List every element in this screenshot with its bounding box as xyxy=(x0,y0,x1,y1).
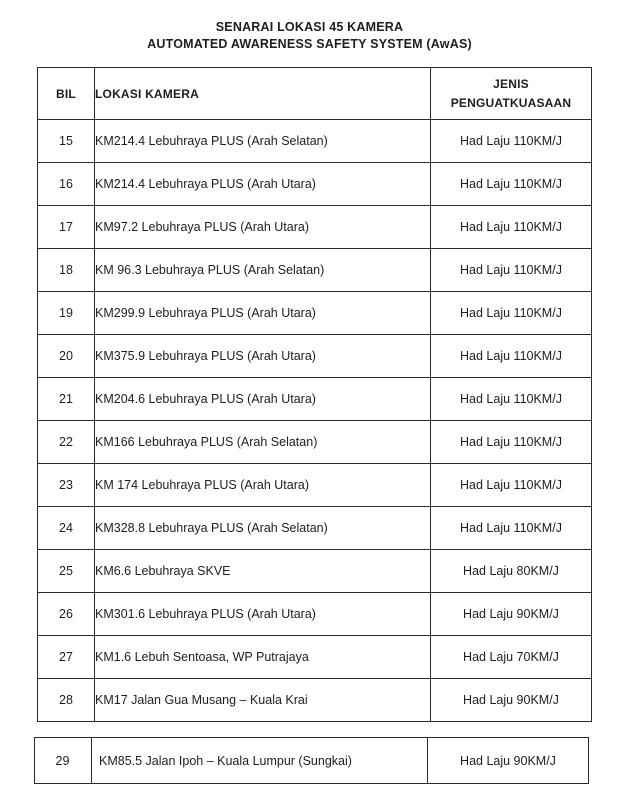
cell-enforcement: Had Laju 110KM/J xyxy=(431,120,592,163)
cell-bil: 17 xyxy=(38,206,95,249)
cell-location: KM97.2 Lebuhraya PLUS (Arah Utara) xyxy=(95,206,431,249)
cell-bil: 23 xyxy=(38,464,95,507)
cell-enforcement: Had Laju 110KM/J xyxy=(431,421,592,464)
cell-bil: 26 xyxy=(38,593,95,636)
header-type-line1: JENIS xyxy=(493,76,529,91)
table-row xyxy=(38,507,592,550)
table-row xyxy=(38,249,592,292)
cell-bil: 16 xyxy=(38,163,95,206)
cell-bil: 29 xyxy=(35,738,92,784)
cell-bil: 24 xyxy=(38,507,95,550)
cell-location: KM 174 Lebuhraya PLUS (Arah Utara) xyxy=(95,464,431,507)
camera-location-table-continuation xyxy=(34,737,589,784)
cell-location: KM1.6 Lebuh Sentoasa, WP Putrajaya xyxy=(95,636,431,679)
header-bil: BIL xyxy=(38,68,95,120)
header-location: LOKASI KAMERA xyxy=(95,68,431,120)
cell-location: KM301.6 Lebuhraya PLUS (Arah Utara) xyxy=(95,593,431,636)
table-row xyxy=(38,378,592,421)
cell-location: KM 96.3 Lebuhraya PLUS (Arah Selatan) xyxy=(95,249,431,292)
cell-enforcement: Had Laju 90KM/J xyxy=(428,738,589,784)
cell-location: KM85.5 Jalan Ipoh – Kuala Lumpur (Sungkai) xyxy=(92,738,428,784)
cell-location: KM375.9 Lebuhraya PLUS (Arah Utara) xyxy=(95,335,431,378)
table-row xyxy=(38,464,592,507)
header-enforcement-type xyxy=(431,68,592,120)
cell-bil: 21 xyxy=(38,378,95,421)
cell-enforcement: Had Laju 110KM/J xyxy=(431,163,592,206)
header-type-line2: PENGUATKUASAAN xyxy=(450,95,572,110)
table-row xyxy=(38,593,592,636)
table-row xyxy=(38,163,592,206)
cell-location: KM166 Lebuhraya PLUS (Arah Selatan) xyxy=(95,421,431,464)
cell-enforcement: Had Laju 70KM/J xyxy=(431,636,592,679)
cell-location: KM214.4 Lebuhraya PLUS (Arah Selatan) xyxy=(95,120,431,163)
cell-enforcement: Had Laju 110KM/J xyxy=(431,206,592,249)
cell-location: KM214.4 Lebuhraya PLUS (Arah Utara) xyxy=(95,163,431,206)
table-row xyxy=(38,120,592,163)
cell-enforcement: Had Laju 80KM/J xyxy=(431,550,592,593)
cell-location: KM6.6 Lebuhraya SKVE xyxy=(95,550,431,593)
document-title: SENARAI LOKASI 45 KAMERA xyxy=(215,20,404,34)
cell-bil: 15 xyxy=(38,120,95,163)
table-row xyxy=(38,335,592,378)
cell-enforcement: Had Laju 90KM/J xyxy=(431,679,592,722)
table-row xyxy=(38,292,592,335)
cell-enforcement: Had Laju 110KM/J xyxy=(431,249,592,292)
table-row xyxy=(38,421,592,464)
cell-location: KM328.8 Lebuhraya PLUS (Arah Selatan) xyxy=(95,507,431,550)
cell-bil: 25 xyxy=(38,550,95,593)
table-row xyxy=(35,738,589,784)
camera-location-table xyxy=(37,67,592,722)
table-row xyxy=(38,550,592,593)
table-row xyxy=(38,206,592,249)
table-row xyxy=(38,636,592,679)
cell-enforcement: Had Laju 110KM/J xyxy=(431,464,592,507)
cell-bil: 18 xyxy=(38,249,95,292)
cell-enforcement: Had Laju 110KM/J xyxy=(431,292,592,335)
cell-bil: 19 xyxy=(38,292,95,335)
cell-bil: 22 xyxy=(38,421,95,464)
cell-location: KM204.6 Lebuhraya PLUS (Arah Utara) xyxy=(95,378,431,421)
document-subtitle: AUTOMATED AWARENESS SAFETY SYSTEM (AwAS) xyxy=(147,37,472,51)
cell-enforcement: Had Laju 110KM/J xyxy=(431,378,592,421)
cell-bil: 20 xyxy=(38,335,95,378)
table-row xyxy=(38,679,592,722)
cell-enforcement: Had Laju 110KM/J xyxy=(431,335,592,378)
cell-bil: 27 xyxy=(38,636,95,679)
cell-bil: 28 xyxy=(38,679,95,722)
cell-enforcement: Had Laju 110KM/J xyxy=(431,507,592,550)
table-header-row xyxy=(38,68,592,120)
cell-location: KM299.9 Lebuhraya PLUS (Arah Utara) xyxy=(95,292,431,335)
cell-enforcement: Had Laju 90KM/J xyxy=(431,593,592,636)
cell-location: KM17 Jalan Gua Musang – Kuala Krai xyxy=(95,679,431,722)
